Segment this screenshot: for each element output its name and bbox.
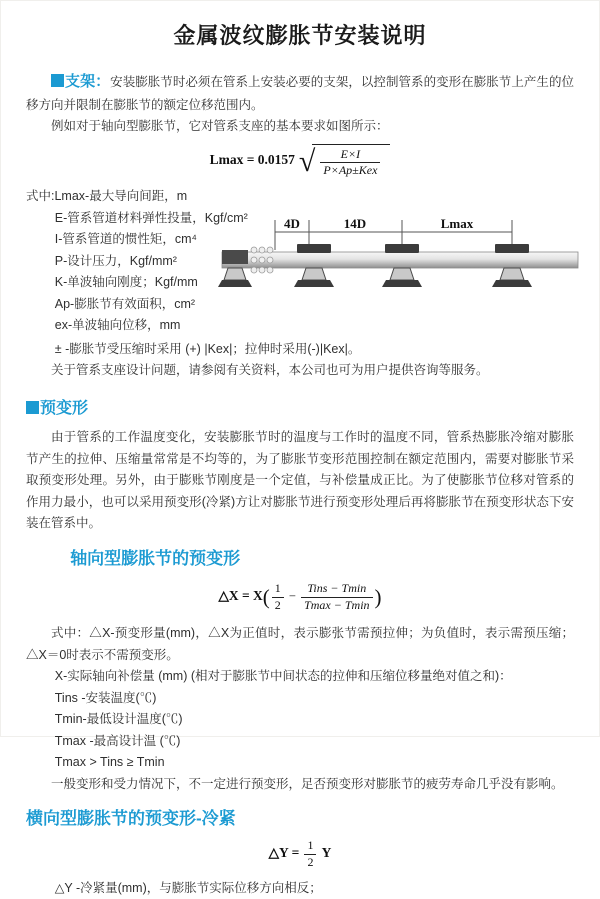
x-definition: X-实际轴向补偿量 (mm) (相对于膨胀节中间状态的拉伸和压缩位移量绝对值之和)：	[54, 669, 512, 684]
axial-note: 一般变形和受力情况下，不一定进行预变形，足否预变形对膨胀节的疲劳寿命几乎没有影响。	[51, 776, 564, 791]
close-paren: )	[374, 584, 382, 609]
temp-numerator: Tins − Tmin	[301, 582, 372, 598]
temp-definition: Tmin-最低设计温度(℃)	[54, 712, 183, 727]
support-intro-paragraph	[26, 69, 574, 116]
page-title: 金属波纹膨胀节安装说明	[173, 23, 427, 48]
lateral-subsection-heading: 横向型膨胀节的预变形-冷紧	[26, 809, 236, 829]
axial-formula-lhs: △X = X	[218, 587, 263, 603]
lmax-fraction-denominator: P×Ap±Kex	[323, 163, 378, 178]
definitions-and-diagram	[26, 186, 574, 337]
pipe-support-diagram	[222, 214, 580, 314]
minus-sign: −	[288, 588, 296, 603]
lmax-formula	[26, 144, 574, 179]
diagram-label-lmax: Lmax	[440, 216, 474, 232]
sqrt-content	[312, 144, 390, 179]
temp-definition: Tins -安装温度(℃)	[54, 690, 157, 705]
definition-line: P-设计压力，Kgf/mm²	[54, 253, 177, 268]
sqrt-radical	[299, 144, 390, 179]
temp-denominator: Tmax − Tmin	[304, 597, 370, 612]
anchor-support	[218, 250, 252, 287]
axial-subsection-heading: 轴向型膨胀节的预变形	[70, 548, 241, 568]
axial-explain: 式中：△X-预变形量(mm)，△X为正值时，表示膨张节需预拉伸；为负值时，表示需预压缩；△X＝0时表示不需预变形。	[26, 626, 574, 662]
support-intro-text: 安装膨胀节时必须在管系上安装必要的支架，以控制管系的变形在膨胀节上产生的位移方向并限制在膨胀节的额定位移范围内。	[26, 74, 574, 112]
axial-formula	[26, 579, 574, 615]
support-example-line: 例如对于轴向型膨胀节，它对管系支座的基本要求如图所示：	[51, 119, 389, 134]
plusminus-note: ± -膨胀节受压缩时采用 (+) |Kex|；拉伸时采用(-)|Kex|。	[54, 341, 361, 356]
pipe	[222, 252, 578, 268]
half-numerator: 1	[272, 582, 284, 598]
lateral-formula	[26, 839, 574, 870]
open-paren: (	[262, 584, 270, 609]
definition-line: E-管系管道材料弹性投量，Kgf/cm²	[54, 210, 248, 225]
definition-line: 式中:Lmax-最大导向间距，m	[26, 189, 188, 204]
predeform-section-heading	[26, 395, 574, 423]
definition-line: I-管系管道的惯性矩，cm⁴	[54, 232, 197, 247]
lateral-note: △Y -冷紧量(mm)，与膨胀节实际位移方向相反；	[54, 880, 322, 895]
bellows-icon	[251, 247, 273, 273]
half-fraction	[270, 582, 286, 613]
definition-line: Ap-膨胀节有效面积，cm²	[54, 296, 196, 311]
consult-note: 关于管系支座设计问题，请参阅有关资料，本公司也可为用户提供咨询等服务。	[51, 363, 489, 378]
lateral-formula-lhs: △Y =	[268, 845, 300, 861]
support-section-heading: 支架：	[65, 72, 111, 90]
predeform-heading-text: 预变形	[40, 399, 89, 417]
temp-inequality: Tmax > Tins ≥ Tmin	[54, 755, 165, 770]
temp-fraction	[299, 582, 374, 613]
lateral-formula-rhs: Y	[321, 845, 332, 861]
lmax-fraction-numerator: E×I	[320, 148, 380, 164]
lmax-fraction	[318, 148, 382, 179]
section-square-icon	[51, 74, 64, 87]
half-numerator: 1	[304, 839, 316, 855]
half-denominator: 2	[274, 597, 281, 612]
predeform-body: 由于管系的工作温度变化，安装膨胀节时的温度与工作时的温度不同，管系热膨胀冷缩对膨胀节产生的拉伸、压缩量常常是不均等的，为了膨胀节变形范围控制在额定范围内，需要对膨胀节采取预变形处理。另外，由于膨账节刚度是一个定值，与补偿量成正比。为了使膨胀节位移对管系的作用力最小，也可以采用预变形(冷紧)方让对膨胀节进行预变形处理后再将膨胀节在预变形状态下安装在管系中。	[26, 430, 574, 531]
half-fraction	[302, 839, 318, 870]
half-denominator: 2	[307, 855, 314, 870]
diagram-label-14d: 14D	[343, 216, 367, 232]
diagram-label-4d: 4D	[284, 216, 300, 232]
temp-definition: Tmax -最高设计温 (℃)	[54, 733, 181, 748]
lmax-formula-lhs: Lmax = 0.0157	[209, 151, 295, 167]
definition-line: ex-单波轴向位移，mm	[54, 318, 181, 333]
section-square-icon	[26, 401, 39, 414]
sqrt-sign: √	[298, 145, 316, 179]
definition-line: K-单波轴向刚度；Kgf/mm	[54, 275, 198, 290]
